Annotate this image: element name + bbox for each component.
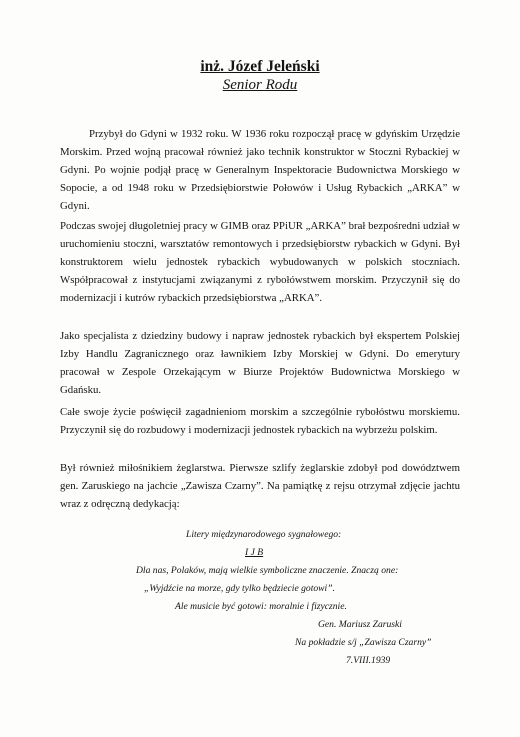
dedication-signal: I J B xyxy=(245,547,264,558)
document-subtitle: Senior Rodu xyxy=(222,77,298,93)
dedication-place: Na pokładzie s/j „Zawisza Czarny” xyxy=(295,637,432,648)
dedication-line: „Wyjdźcie na morze, gdy tylko będziecie gotowi”. xyxy=(144,583,335,594)
dedication-block xyxy=(60,526,460,670)
dedication-date: 7.VIII.1939 xyxy=(346,655,391,666)
dedication-line: Dla nas, Polaków, mają wielkie symboliczne znaczenie. Znaczą one: xyxy=(136,565,399,576)
dedication-line: Ale musicie być gotowi: moralnie i fizycznie. xyxy=(175,601,347,612)
paragraph-expert: Jako specjalista z dziedziny budowy i napraw jednostek rybackich był ekspertem Polskiej Izby Handlu Zagranicznego oraz ławnikiem Izby Morskiej w Gdyni. Do emerytury pracował w Zespole Orzekającym w Biurze Projektów Budownictwa Morskiego w Gdańsku. xyxy=(60,330,460,396)
paragraph-career-start: Przybył do Gdyni w 1932 roku. W 1936 roku rozpoczął pracę w gdyńskim Urzędzie Morskim. Przed wojną pracował również jako technik konstruktor w Stoczni Rybackiej w Gdyni. Po wojnie podjął pracę w Generalnym Inspektoracie Budownictwa Morskiego w Sopocie, a od 1948 roku w Przedsiębiorstwie Połowów i Usług Rybackich „ARKA” w Gdyni. xyxy=(60,128,460,212)
dedication-signature: Gen. Mariusz Zaruski xyxy=(318,619,402,630)
dedication-intro: Litery międzynarodowego sygnałowego: xyxy=(186,529,342,540)
paragraph-arka-work: Podczas swojej długoletniej pracy w GIMB oraz PPiUR „ARKA” brał bezpośredni udział w uruchomieniu stoczni, warsztatów remontowych i przedsiębiorstw rybackich w Gdyni. Był konstruktorem wielu jednostek rybackich wybudowanych w polskich stoczniach. Współpracował z instytucjami związanymi z rybołówstwem morskim. Przyczynił się do modernizacji i kutrów rybackich przedsiębiorstwa „ARKA”. xyxy=(60,220,460,304)
paragraph-life-devotion: Całe swoje życie poświęcił zagadnieniom morskim a szczególnie rybołóstwu morskiemu. Przyczynił się do rozbudowy i modernizacji jednostek rybackich na wybrzeżu polskim. xyxy=(60,406,460,436)
document-title: inż. Józef Jeleński xyxy=(200,58,320,75)
paragraph-sailing: Był również miłośnikiem żeglarstwa. Pierwsze szlify żeglarskie zdobył pod dowództwem gen. Zaruskiego na jachcie „Zawisza Czarny”. Na pamiątkę z rejsu otrzymał zdjęcie jachtu wraz z odręczną dedykacją: xyxy=(60,462,460,510)
